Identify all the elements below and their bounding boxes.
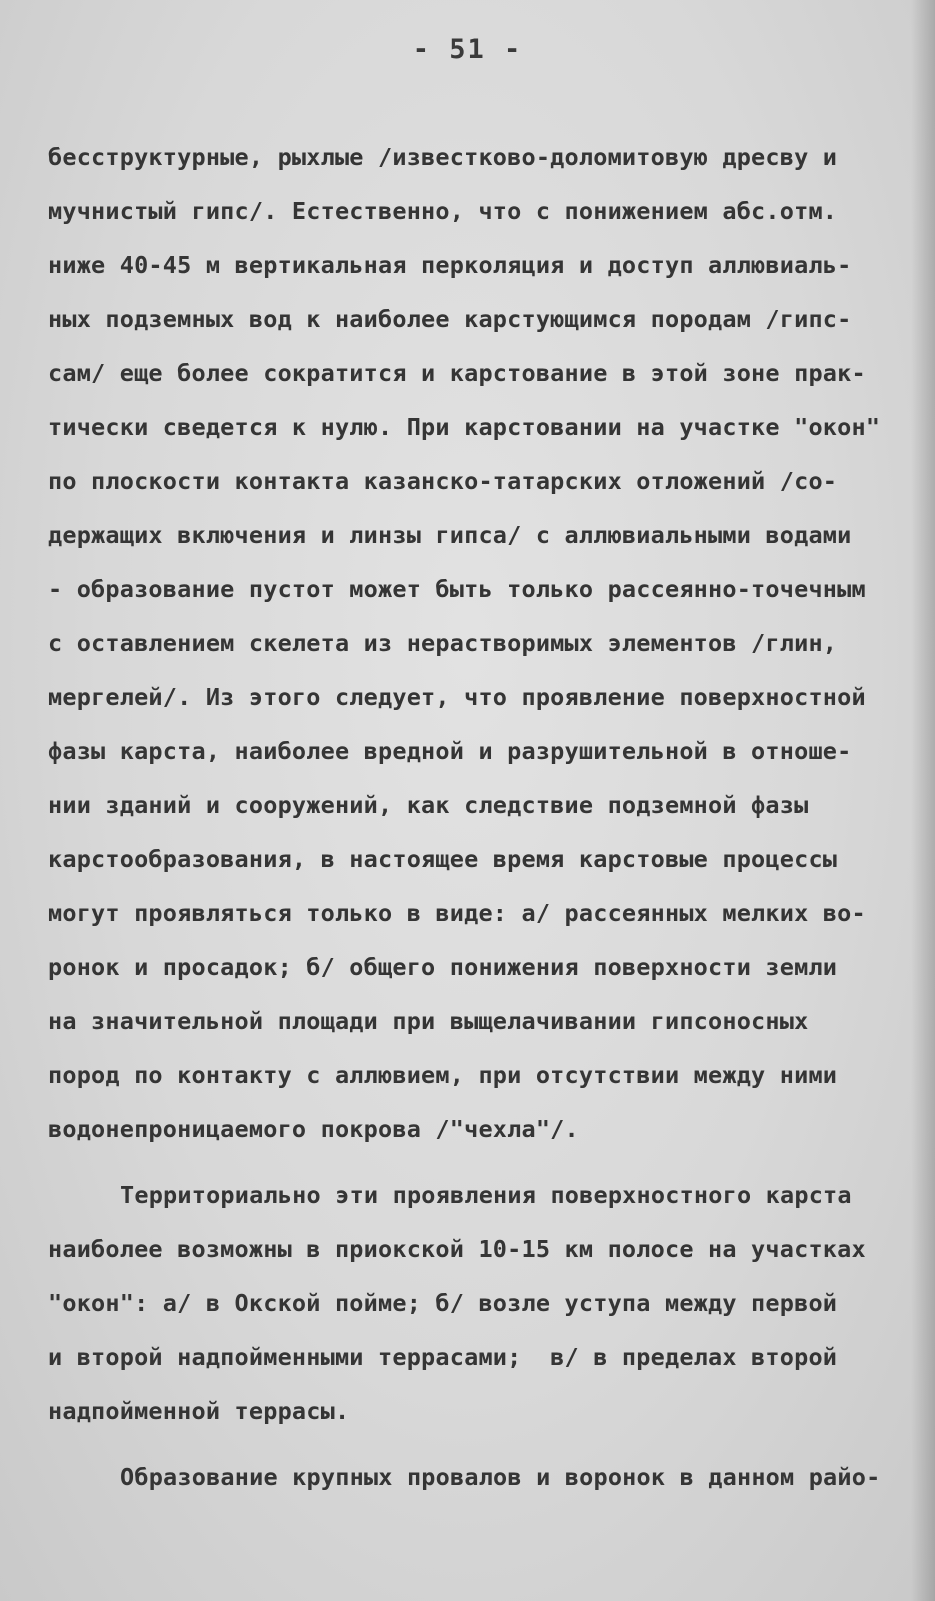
text-line: "окон": а/ в Окской пойме; б/ возле уступа между первой [48, 1289, 838, 1317]
paragraph-gap [48, 1438, 910, 1450]
text-line: бесструктурные, рыхлые /известково-доломитовую дресву и [48, 143, 838, 171]
text-line: нии зданий и сооружений, как следствие подземной фазы [48, 791, 809, 819]
text-line: фазы карста, наиболее вредной и разрушительной в отноше- [48, 737, 852, 765]
text-line: и второй надпойменными террасами; в/ в пределах второй [48, 1343, 838, 1371]
paragraph [48, 130, 910, 1156]
text-line: наиболее возможны в приокской 10-15 км полосе на участках [48, 1235, 866, 1263]
paragraph [48, 1450, 910, 1504]
paragraph [48, 1168, 910, 1438]
text-line: надпойменной террасы. [48, 1397, 350, 1425]
text-line: ных подземных вод к наиболее карстующимся породам /гипс- [48, 305, 852, 333]
text-line: ниже 40-45 м вертикальная перколяция и доступ аллювиаль- [48, 251, 852, 279]
text-line: Территориально эти проявления поверхностного карста [120, 1181, 852, 1209]
text-line: мучнистый гипс/. Естественно, что с понижением абс.отм. [48, 197, 838, 225]
text-line: на значительной площади при выщелачивании гипсоносных [48, 1007, 809, 1035]
page-number: - 51 - [412, 34, 523, 65]
text-line: с оставлением скелета из нерастворимых элементов /глин, [48, 629, 838, 657]
text-line: тически сведется к нулю. При карстовании на участке "окон" [48, 413, 881, 441]
text-line: пород по контакту с аллювием, при отсутствии между ними [48, 1061, 838, 1089]
text-line: карстообразования, в настоящее время карстовые процессы [48, 845, 838, 873]
text-line: сам/ еще более сократится и карстование в этой зоне прак- [48, 359, 866, 387]
text-line: ронок и просадок; б/ общего понижения поверхности земли [48, 953, 838, 981]
text-line: Образование крупных провалов и воронок в данном райо- [120, 1463, 881, 1491]
text-line: мергелей/. Из этого следует, что проявление поверхностной [48, 683, 866, 711]
text-line: по плоскости контакта казанско-татарских отложений /со- [48, 467, 838, 495]
body-text [48, 130, 910, 1504]
paragraph-gap [48, 1156, 910, 1168]
text-line: водонепроницаемого покрова /"чехла"/. [48, 1115, 579, 1143]
text-line: держащих включения и линзы гипса/ с аллювиальными водами [48, 521, 852, 549]
text-line: могут проявляться только в виде: а/ рассеянных мелких во- [48, 899, 866, 927]
text-line: - образование пустот может быть только рассеянно-точечным [48, 575, 866, 603]
